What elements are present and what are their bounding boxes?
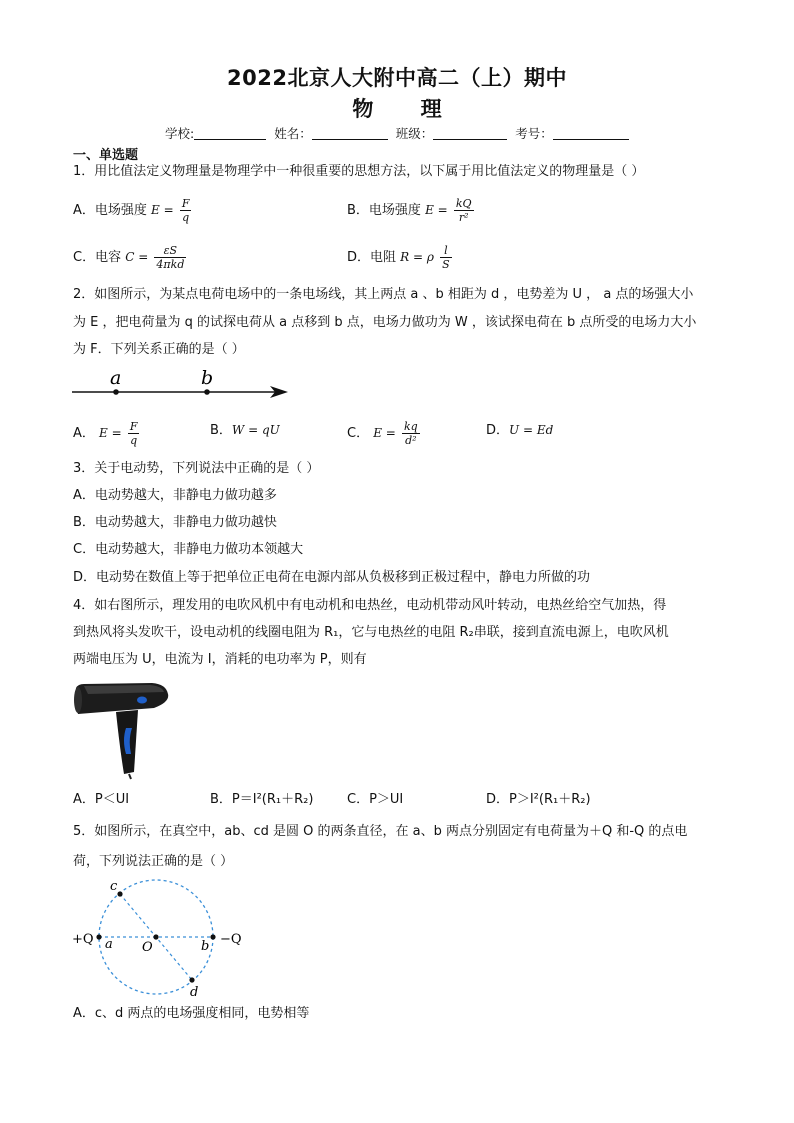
q3-option-b[interactable]: B．电动势越大，非静电力做功越快 [73,515,277,530]
q1-stem: 1．用比值法定义物理量是物理学中一种很重要的思想方法，以下属于用比值法定义的物理量是（ ） [73,164,645,179]
q1-b-num: kQ [455,197,472,210]
subject-char-1: 物 [352,97,374,121]
subject-char-2: 理 [420,97,442,121]
school-blank[interactable] [194,126,266,140]
name-label: 姓名： [274,126,312,141]
q1-option-b[interactable] [347,198,476,223]
q1-option-a[interactable] [73,198,193,223]
q1-b-frac [454,198,474,223]
point-o-dot [153,934,158,939]
q2-d-eq: U = Ed [509,423,554,437]
dryer-nozzle [74,687,82,713]
q1-c-label: C．电容 [73,250,122,265]
point-a-dot [96,934,101,939]
q2-c-lhs: E = [373,426,396,440]
q1-a-label: A．电场强度 [73,203,147,218]
point-a-dot [113,389,119,395]
label-b: b [201,939,210,954]
q2-b-label: B． [210,423,232,438]
point-c-dot [117,891,122,896]
q2-d-label: D． [486,423,510,438]
dryer-cord [129,774,131,779]
point-a-label: a [110,367,122,389]
q5-option-a[interactable]: A．c、d 两点的电场强度相同，电势相等 [73,1006,310,1021]
q3-stem: 3．关于电动势，下列说法中正确的是（ ） [73,461,320,476]
minus-q-label: −Q [220,932,242,947]
q1-b-label: B．电场强度 [347,203,421,218]
q3-option-c[interactable]: C．电动势越大，非静电力做功本领越大 [73,542,304,557]
q4-stem-line-3: 两端电压为 U，电流为 I，消耗的电功率为 P，则有 [73,652,367,667]
q1-option-d[interactable] [347,245,454,270]
q2-a-lhs: E = [99,426,122,440]
q1-option-c[interactable] [73,245,188,270]
q2-stem-line-3: 为 F．下列关系正确的是（ ） [73,342,245,357]
name-blank[interactable] [312,126,388,140]
q1-a-lhs: E = [151,203,174,217]
q1-d-lhs: R = ρ [400,250,434,264]
q2-b-eq: W = qU [231,423,280,437]
q5-stem-line-1: 5．如图所示，在真空中，ab、cd 是圆 O 的两条直径，在 a、b 两点分别固定有电荷量为＋Q 和-Q 的点电 [73,824,688,839]
q2-a-label: A． [73,426,95,441]
q1-d-den: S [442,258,450,271]
electric-field-line-figure [70,362,300,404]
q4-stem-line-1: 4．如右图所示，理发用的电吹风机中有电动机和电热丝，电动机带动风叶转动，电热丝给空气加热，得 [73,598,667,613]
q1-c-frac [154,245,186,270]
dryer-button [137,697,147,704]
q1-a-frac [180,198,192,223]
q1-b-lhs: E = [425,203,448,217]
q2-stem-line-2: 为 E ，把电荷量为 q 的试探电荷从 a 点移到 b 点，电场力做功为 W ，该试探电荷在 b 点所受的电场力大小 [73,315,697,330]
q2-a-num: F [129,420,138,433]
page-title: 2022北京人大附中高二（上）期中 [227,66,567,90]
q4-option-b[interactable]: B．P＝I²(R₁＋R₂) [210,792,314,807]
point-d-dot [189,977,194,982]
q1-a-num: F [181,197,190,210]
school-label: 学校: [165,126,195,141]
q1-b-den: r² [458,211,469,224]
point-b-dot [204,389,210,395]
label-o: O [142,940,153,955]
class-blank[interactable] [433,126,507,140]
q2-stem-line-1: 2．如图所示，为某点电荷电场中的一条电场线，其上两点 a 、b 相距为 d ，电势差为 U ， a 点的场强大小 [73,287,694,302]
q2-c-den: d² [405,434,417,447]
exam-number-blank[interactable] [553,126,629,140]
subject-title [0,93,794,123]
point-b-label: b [201,367,214,389]
q4-option-c[interactable]: C．P＞UI [347,792,404,807]
q2-option-c[interactable] [347,421,422,446]
q1-a-den: q [182,211,190,224]
q1-d-frac [440,245,452,270]
q4-option-d[interactable]: D．P＞I²(R₁＋R₂) [486,792,591,807]
hair-dryer-icon [70,680,174,780]
q2-a-frac [128,421,140,446]
student-info-row [165,124,633,142]
label-c: c [110,879,118,894]
q1-c-den: 4πkd [156,258,185,271]
q2-c-label: C． [347,426,370,441]
q1-d-num: l [440,245,452,258]
q1-c-lhs: C = [125,250,149,264]
q2-option-d[interactable] [486,424,553,437]
q1-c-num: εS [154,245,186,258]
q4-option-a[interactable]: A．P＜UI [73,792,130,807]
class-label: 班级： [395,126,434,141]
q3-option-d[interactable]: D．电动势在数值上等于把单位正电荷在电源内部从负极移到正极过程中，静电力所做的功 [73,570,591,585]
q2-c-num: kq [404,420,418,433]
q3-option-a[interactable]: A．电动势越大，非静电力做功越多 [73,488,277,503]
point-b-dot [210,934,215,939]
plus-q-label: +Q [72,932,94,947]
q4-stem-line-2: 到热风将头发吹干，设电动机的线圈电阻为 R₁，它与电热丝的电阻 R₂串联，接到直流电源上，电吹风机 [73,625,669,640]
q2-option-a[interactable] [73,421,141,446]
q2-option-b[interactable] [210,424,280,437]
label-a: a [105,937,113,952]
q1-d-label: D．电阻 [347,250,397,265]
exam-number-label: 考号： [515,126,553,141]
circle-diameter-figure [70,878,250,1000]
q2-c-frac [402,421,420,446]
q2-a-den: q [130,434,138,447]
q5-stem-line-2: 荷，下列说法正确的是（ ） [73,854,234,869]
section-heading: 一、单选题 [73,148,139,163]
label-d: d [190,985,199,1000]
